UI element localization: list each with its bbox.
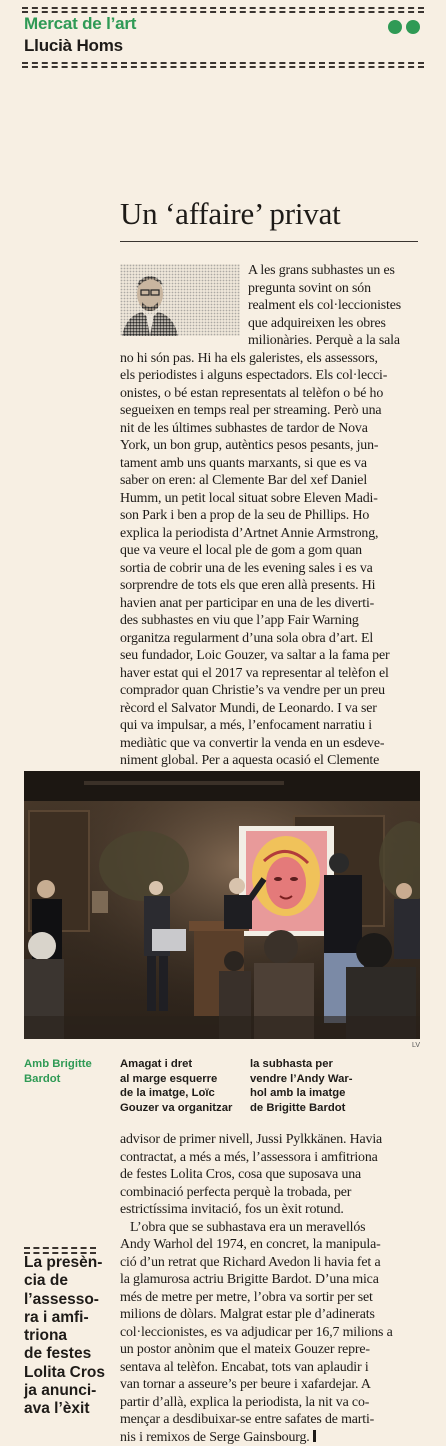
body-line: pregunta sovint on són [120, 280, 420, 298]
body-line: sentava al telèfon. Encabat, tots van aplaudir i [120, 1359, 420, 1377]
body-line: rècord el Salvator Mundi, de Leonardo. I va ser [120, 700, 420, 718]
caption-text-left [120, 1057, 232, 1115]
body-line: estrictíssima invitació, fos un èxit rotund. [120, 1201, 420, 1219]
body-line: havien anat per participar en una de les diverti- [120, 595, 420, 613]
caption-line: hol amb la imatge [250, 1086, 353, 1101]
section-title: Mercat de l’art [24, 14, 136, 34]
body-line: York, un bon grup, autèntics pesos pesants, jun- [120, 437, 420, 455]
body-line: no hi són pas. Hi ha els galeristes, els assessors, [120, 350, 420, 368]
body-line: la glamurosa actriu Brigitte Bardot. D’una mica [120, 1271, 420, 1289]
body-line: un postor anònim que el mateix Gouzer repre- [120, 1341, 420, 1359]
pull-quote-line: ra i amfi- [24, 1309, 105, 1327]
body-line: milions de dòlars. Malgrat estar ple d’adinerats [120, 1306, 420, 1324]
header-rule-2 [22, 66, 424, 68]
body-line: milionàries. Perquè a la sala [120, 332, 420, 350]
body-line: son Park i ben a prop de la seu de Phillips. Ho [120, 507, 420, 525]
pull-quote-line: ava l’èxit [24, 1400, 105, 1418]
caption-line: de Brigitte Bardot [250, 1101, 353, 1116]
pull-quote-rule [24, 1247, 96, 1249]
body-line: contractat, a més a més, l’assessora i amfitriona [120, 1149, 420, 1167]
body-line: Humm, un petit local situat sobre Eleven Madi- [120, 490, 420, 508]
body-line: tament amb uns quants marxants, si que es va [120, 455, 420, 473]
body-line: ció d’un retrat que Richard Avedon li havia fet a [120, 1254, 420, 1272]
caption-text-right [250, 1057, 353, 1115]
caption-label-line: Amb Brigitte [24, 1057, 92, 1072]
pull-quote-line: cia de [24, 1272, 105, 1290]
body-line: que va veure el local ple de gom a gom quan [120, 542, 420, 560]
body-line: de festes Lolita Cros, cosa que suposava una [120, 1166, 420, 1184]
pull-quote-line: ja anunci- [24, 1382, 105, 1400]
body-line: van tornar a asseure’s per beure i xafardejar. A [120, 1376, 420, 1394]
body-line: sortia de cobrir una de les evening sales i es va [120, 560, 420, 578]
caption-line: la subhasta per [250, 1057, 353, 1072]
body-line: partir d’allà, explica la periodista, la nit va co- [120, 1394, 420, 1412]
body-line: sorprendre de tots els que eren allà presents. Hi [120, 577, 420, 595]
author-name: Llucià Homs [24, 36, 123, 56]
body-line: mediàtic que va convertir la venda en un esdeve- [120, 735, 420, 753]
body-line: combinació perfecta perquè la trobada, per [120, 1184, 420, 1202]
body-line: qui va impulsar, a més, l’enfocament narratiu i [120, 717, 420, 735]
body-line: onistes, o bé estan representats al telèfon o bé ho [120, 385, 420, 403]
body-line: advisor de primer nivell, Jussi Pylkkänen. Havia [120, 1131, 420, 1149]
top-rule [22, 7, 424, 9]
pull-quote-line: l’assesso- [24, 1291, 105, 1309]
top-rule-2 [22, 11, 424, 13]
body-line: comprador quan Christie’s va vendre per un preu [120, 682, 420, 700]
article-body-part-2 [120, 1131, 420, 1446]
body-line: niment global. Per a aquesta ocasió el Clemente [120, 752, 420, 770]
headline-rule [120, 241, 418, 242]
body-line-text: nis i remixos de Serge Gainsbourg. [120, 1430, 310, 1445]
body-line: organitza regularment d’una sola obra d’art. El [120, 630, 420, 648]
body-line: saber on eren: al Clemente Bar del xef Daniel [120, 472, 420, 490]
body-line: nit de les últimes subhastes de tardor de Nova [120, 420, 420, 438]
pull-quote-line: Lolita Cros [24, 1364, 105, 1382]
pull-quote-line: de festes [24, 1345, 105, 1363]
pull-quote-line: triona [24, 1327, 105, 1345]
caption-label-line: Bardot [24, 1072, 92, 1087]
body-line: haver estat qui el 2017 va representar al telèfon el [120, 665, 420, 683]
pull-quote [24, 1254, 105, 1419]
caption-line: al marge esquerre [120, 1072, 232, 1087]
headline: Un ‘affaire’ privat [120, 196, 341, 232]
caption-line: de la imatge, Loïc [120, 1086, 232, 1101]
body-line: L’obra que se subhastava era un meravellós [120, 1219, 420, 1237]
body-line: que adquireixen les obres [120, 315, 420, 333]
body-line: col·leccionistes, es va adjudicar per 16,7 milions a [120, 1324, 420, 1342]
body-line: des subhastes en viu que l’app Fair Warning [120, 612, 420, 630]
body-line: els periodistes i alguns espectadors. Els col·lecci- [120, 367, 420, 385]
article-body-part-1 [120, 262, 420, 822]
body-line: seu fundador, Loic Gouzer, va saltar a la fama per [120, 647, 420, 665]
caption-label [24, 1057, 92, 1086]
body-line: més de metre per metre, l’obra va sortir per set [120, 1289, 420, 1307]
body-line: explica la periodista d’Artnet Annie Armstrong, [120, 525, 420, 543]
body-line [120, 1429, 420, 1446]
end-mark [313, 1430, 316, 1442]
body-line: realment els col·leccionistes [120, 297, 420, 315]
body-line: A les grans subhastes un es [120, 262, 420, 280]
caption-line: vendre l’Andy War- [250, 1072, 353, 1087]
header-rule [22, 62, 424, 64]
section-dots [388, 20, 420, 34]
caption-line: Amagat i dret [120, 1057, 232, 1072]
photo-credit: LV [412, 1042, 420, 1049]
caption-line: Gouzer va organitzar [120, 1101, 232, 1116]
body-line: segueixen en temps real per streaming. Però una [120, 402, 420, 420]
body-line: Andy Warhol del 1974, en concret, la manipula- [120, 1236, 420, 1254]
auction-photo [24, 771, 420, 1039]
pull-quote-line: La presèn- [24, 1254, 105, 1272]
body-line: mençar a desdibuixar-se entre safates de marti- [120, 1411, 420, 1429]
